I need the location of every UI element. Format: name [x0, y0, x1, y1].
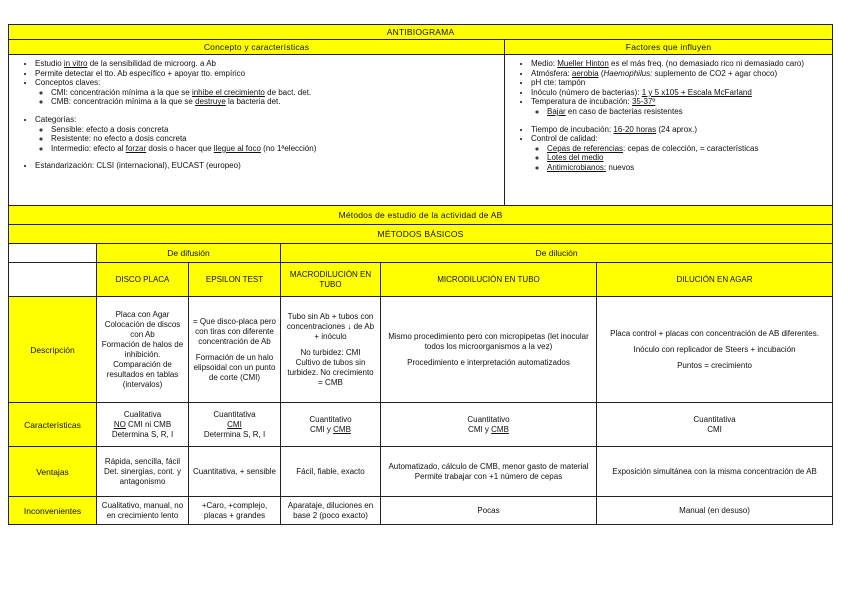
inconvenientes-epsilon: +Caro, +complejo, placas + grandes	[189, 497, 281, 525]
title-header: ANTIBIOGRAMA	[9, 25, 833, 40]
list-item: • Temperatura de incubación: 35-37º ◦ Bajar en caso de bacterias resistentes	[531, 97, 826, 116]
col-disco-placa: DISCO PLACA	[97, 263, 189, 297]
inconvenientes-agar: Manual (en desuso)	[597, 497, 833, 525]
inconvenientes-disco: Cualitativo, manual, no en crecimiento lento	[97, 497, 189, 525]
list-item: ◦ Intermedio: efecto al forzar dosis o hacer que llegue al foco (no 1ªelección)	[51, 144, 498, 154]
col-microdilucion: MICRODILUCIÓN EN TUBO	[381, 263, 597, 297]
col-dilucion-agar: DILUCIÓN EN AGAR	[597, 263, 833, 297]
list-item: ◦ Antimicrobianos: nuevos	[547, 163, 826, 173]
list-item: ◦ Resistente: no efecto a dosis concreta	[51, 134, 498, 144]
factores-header: Factores que influyen	[505, 40, 833, 55]
list-item: • Tiempo de incubación: 16-20 horas (24 aprox.)	[531, 125, 826, 135]
caracteristicas-macro: Cuantitativo CMI y CMB	[281, 403, 381, 447]
basicos-header: MÉTODOS BÁSICOS	[9, 225, 833, 244]
caracteristicas-epsilon: Cuantitativa CMI Determina S, R, I	[189, 403, 281, 447]
col-epsilon-test: EPSILON TEST	[189, 263, 281, 297]
caracteristicas-micro: Cuantitativo CMI y CMB	[381, 403, 597, 447]
concepto-cell	[9, 55, 505, 206]
list-item: ◦ Lotes del medio	[547, 153, 826, 163]
list-item: • Conceptos claves: ◦ CMI: concentración mínima a la que se inhibe el crecimiento de bact. det. ◦ CMB: concentración mínima a la que se destruye la bacteria det.	[35, 78, 498, 107]
inconvenientes-macro: Aparataje, diluciones en base 2 (poco exacto)	[281, 497, 381, 525]
row-label-descripcion: Descripción	[9, 297, 97, 403]
list-item: • Permite detectar el tto. Ab específico + apoyar tto. empírico	[35, 69, 498, 79]
ventajas-agar: Exposición simultánea con la misma concentración de AB	[597, 447, 833, 497]
difusion-group-header: De difusión	[97, 244, 281, 263]
row-label-inconvenientes: Inconvenientes	[9, 497, 97, 525]
ventajas-epsilon: Cuantitativa, + sensible	[189, 447, 281, 497]
inconvenientes-micro: Pocas	[381, 497, 597, 525]
descripcion-disco: Placa con Agar Colocación de discos con Ab Formación de halos de inhibición. Comparación de resultados en tablas (intervalos)	[97, 297, 189, 403]
empty-corner	[9, 244, 97, 263]
caracteristicas-disco: Cualitativa NO CMI ni CMB Determina S, R, I	[97, 403, 189, 447]
list-item: ◦ CMI: concentración mínima a la que se inhibe el crecimiento de bact. det.	[51, 88, 498, 98]
descripcion-epsilon: = Que disco-placa pero con tiras con diferente concentración de Ab Formación de un halo elipsoidal con un punto de corte (CMI)	[189, 297, 281, 403]
col-macrodilucion: MACRODILUCIÓN EN TUBO	[281, 263, 381, 297]
metodos-header: Métodos de estudio de la actividad de AB	[9, 206, 833, 225]
factores-cell	[505, 55, 833, 206]
dilucion-group-header: De dilución	[281, 244, 833, 263]
list-item: • Estudio in vitro de la sensibilidad de microorg. a Ab	[35, 59, 498, 69]
list-item: • Control de calidad: ◦ Cepas de referencias: cepas de colección, = características ◦ Lotes del medio ◦ Antimicrobianos: nuevos	[531, 134, 826, 172]
caracteristicas-agar: Cuantitativa CMI	[597, 403, 833, 447]
descripcion-agar: Placa control + placas con concentración de AB diferentes. Inóculo con replicador de Steers + incubación Puntos = crecimiento	[597, 297, 833, 403]
list-item: • Estandarización: CLSI (internacional), EUCAST (europeo)	[35, 161, 498, 171]
row-label-ventajas: Ventajas	[9, 447, 97, 497]
list-item: • Medio: Mueller Hinton es el más freq. (no demasiado rico ni demasiado caro)	[531, 59, 826, 69]
list-item: ◦ Cepas de referencias: cepas de colección, = características	[547, 144, 826, 154]
list-item: • Atmósfera: aerobia (Haemophilus: suplemento de CO2 + agar choco)	[531, 69, 826, 79]
antibiograma-table	[8, 24, 833, 525]
empty-corner	[9, 263, 97, 297]
ventajas-macro: Fácil, fiable, exacto	[281, 447, 381, 497]
concepto-header: Concepto y características	[9, 40, 505, 55]
list-item: ◦ Sensible: efecto a dosis concreta	[51, 125, 498, 135]
list-item: • Inóculo (número de bacterias): 1 y 5 x105 + Escala McFarland	[531, 88, 826, 98]
descripcion-macro: Tubo sin Ab + tubos con concentraciones ↓ de Ab + inóculo No turbidez: CMI Cultivo de tubos sin turbidez. No crecimiento = CMB	[281, 297, 381, 403]
list-item: • Categorías: ◦ Sensible: efecto a dosis concreta ◦ Resistente: no efecto a dosis concreta ◦ Intermedio: efecto al forzar dosis o hacer que llegue al foco (no 1ªelección)	[35, 115, 498, 153]
ventajas-disco: Rápida, sencilla, fácil Det. sinergias, cont. y antagonismo	[97, 447, 189, 497]
ventajas-micro: Automatizado, cálculo de CMB, menor gasto de material Permite trabajar con +1 número de cepas	[381, 447, 597, 497]
antibiograma-sheet	[8, 24, 832, 525]
row-label-caracteristicas: Características	[9, 403, 97, 447]
list-item: • pH cte: tampón	[531, 78, 826, 88]
list-item: ◦ Bajar en caso de bacterias resistentes	[547, 107, 826, 117]
descripcion-micro: Mismo procedimiento pero con micropipetas (let inocular todos los microorganismos a la vez) Procedimiento e interpretación automatizados	[381, 297, 597, 403]
list-item: ◦ CMB: concentración mínima a la que se destruye la bacteria det.	[51, 97, 498, 107]
